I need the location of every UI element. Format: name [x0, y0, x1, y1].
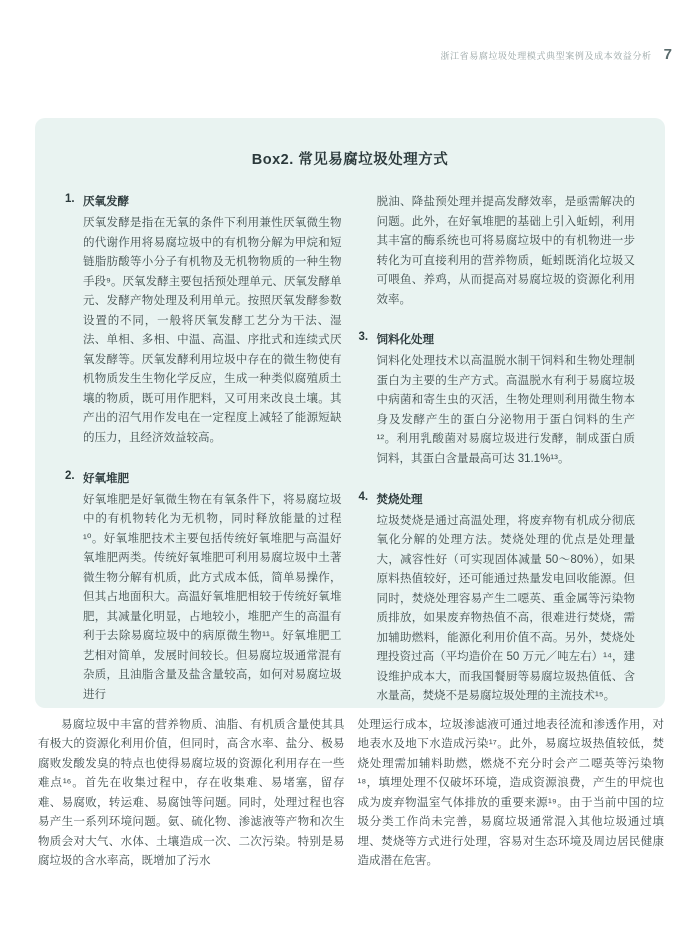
item-heading-label: 焚烧处理 — [376, 493, 423, 506]
box-item-heading — [359, 491, 636, 507]
box2-left-column — [65, 193, 342, 728]
box2-panel — [35, 118, 665, 708]
box2-title: Box2. 常见易腐垃圾处理方式 — [251, 152, 449, 168]
body-left-column — [38, 716, 345, 871]
box-item-heading — [65, 193, 342, 209]
box-item-feed-processing — [359, 331, 636, 469]
box-item-anaerobic-fermentation — [65, 193, 342, 449]
body-paragraph-left: 易腐垃圾中丰富的营养物质、油脂、有机质含量使其具有极大的资源化利用价值，但同时，高含水率、盐分、极易腐败发酸发臭的特点也使得易腐垃圾的资源化利用存在一些难点¹⁶。首先在收集过程中，存在收集难、易堵塞，留存难、易腐败，转运难、易腐蚀等问题。同时，处理过程也容易产生一系列环境问题。氨、硫化物、渗滤液等产物和次生物质会对大气、水体、土壤造成一次、二次污染。特别是易腐垃圾的含水率高，既增加了污水 — [38, 719, 345, 867]
box-item-heading — [65, 470, 342, 486]
item-paragraph-continued: 脱油、降盐预处理并提高发酵效率，是亟需解决的问题。此外，在好氧堆肥的基础上引入蚯蚓，利用其丰富的酶系统也可将易腐垃圾中的有机物进一步转化为可直接利用的营养物质，蚯蚓既消化垃圾又可喂鱼、养鸡，从而提高对易腐垃圾的资源化利用效率。 — [376, 196, 635, 306]
running-title: 浙江省易腐垃圾处理模式典型案例及成本效益分析 — [440, 51, 652, 61]
item-number: 1. — [65, 193, 75, 205]
box-item-incineration — [359, 491, 636, 707]
item-number: 3. — [358, 331, 369, 344]
item-heading-label: 好氧堆肥 — [83, 472, 129, 485]
item-paragraph: 饲料化处理技术以高温脱水制干饲料和生物处理制蛋白为主要的生产方式。高温脱水有利于易腐垃圾中病菌和寄生虫的灭活，生物处理则利用微生物本身及发酵产生的蛋白分泌物用于蛋白饲料的生产¹²。利用乳酸菌对易腐垃圾进行发酵，制成蛋白质饲料，其蛋白含量最高可达 31.1%¹³。 — [376, 355, 635, 466]
box2-columns — [65, 193, 635, 728]
item-number: 4. — [358, 490, 369, 503]
item-paragraph: 垃圾焚烧是通过高温处理，将废弃物有机成分彻底氧化分解的处理方法。焚烧处理的优点是处理量大，减容性好（可实现固体减量 50～80%），如果原料热值较好，还可能通过热量发电回收能源。但同时，焚烧处理容易产生二噁英、重金属等污染物质排放，如果废弃物热值不高，很难进行焚烧，需加辅助燃料，能源化利用价值不高。另外，焚烧处理投资过高（平均造价在 50 万元／吨左右）¹⁴，建设维护成本大，而我国餐厨等易腐垃圾热值低、含水量高，焚烧不是易腐垃圾处理的主流技术¹⁵。 — [376, 514, 635, 703]
item-heading-label: 饲料化处理 — [376, 334, 434, 347]
body-paragraph-right: 处理运行成本，垃圾渗滤液可通过地表径流和渗透作用，对地表水及地下水造成污染¹⁷。此外，易腐垃圾热值较低，焚烧处理需加辅料助燃，燃烧不充分时会产二噁英等污染物¹⁸，填埋处理不仅破坏环境，造成资源浪费，产生的甲烷也成为废弃物温室气体排放的重要来源¹⁹。由于当前中国的垃圾分类工作尚未完善，易腐垃圾通常混入其他垃圾通过填埋、焚烧等方式进行处理，容易对生态环境及周边居民健康造成潜在危害。 — [357, 719, 664, 867]
item-heading-label: 厌氧发酵 — [83, 196, 129, 208]
box-item-aerobic-composting — [65, 470, 342, 706]
body-right-column — [358, 716, 665, 871]
page-header — [440, 46, 672, 63]
box-item-heading — [359, 331, 636, 347]
box-item-aerobic-composting-continued — [359, 193, 636, 310]
item-number: 2. — [65, 469, 75, 482]
item-paragraph: 厌氧发酵是指在无氧的条件下利用兼性厌氧微生物的代谢作用将易腐垃圾中的有机物分解为甲烷和短链脂肪酸等小分子有机物及无机物物质的一种生物手段⁹。厌氧发酵主要包括预处理单元、厌氧发酵单元、发酵产物处理及利用单元。按照厌氧发酵参数设置的不同，一般将厌氧发酵工艺分为干法、湿法、单相、多相、中温、高温、序批式和连续式厌氧发酵等。厌氧发酵利用垃圾中存在的微生物使有机物质发生生物化学反应，生成一种类似腐殖质土壤的物质，既可用作肥料，又可用来改良土壤。其产出的沼气用作发电在一定程度上减轻了能源短缺的压力，且经济效益较高。 — [83, 217, 342, 445]
box2-right-column — [359, 193, 636, 728]
page-number: 7 — [663, 46, 672, 63]
item-paragraph: 好氧堆肥是好氧微生物在有氧条件下，将易腐垃圾中的有机物转化为无机物，同时释放能量的过程¹⁰。好氧堆肥技术主要包括传统好氧堆肥与高温好氧堆肥两类。传统好氧堆肥可利用易腐垃圾中土著微生物分解有机质，此方式成本低，简单易操作，但其占地面积大。高温好氧堆肥相较于传统好氧堆肥，其减量化明显，占地较小，堆肥产生的高温有利于去除易腐垃圾中的病原微生物¹¹。好氧堆肥工艺相对简单，发展时间较长。但易腐垃圾通常混有杂质，且油脂含量及盐含量较高，如何对易腐垃圾进行 — [83, 493, 342, 702]
body-text-columns — [38, 716, 664, 871]
